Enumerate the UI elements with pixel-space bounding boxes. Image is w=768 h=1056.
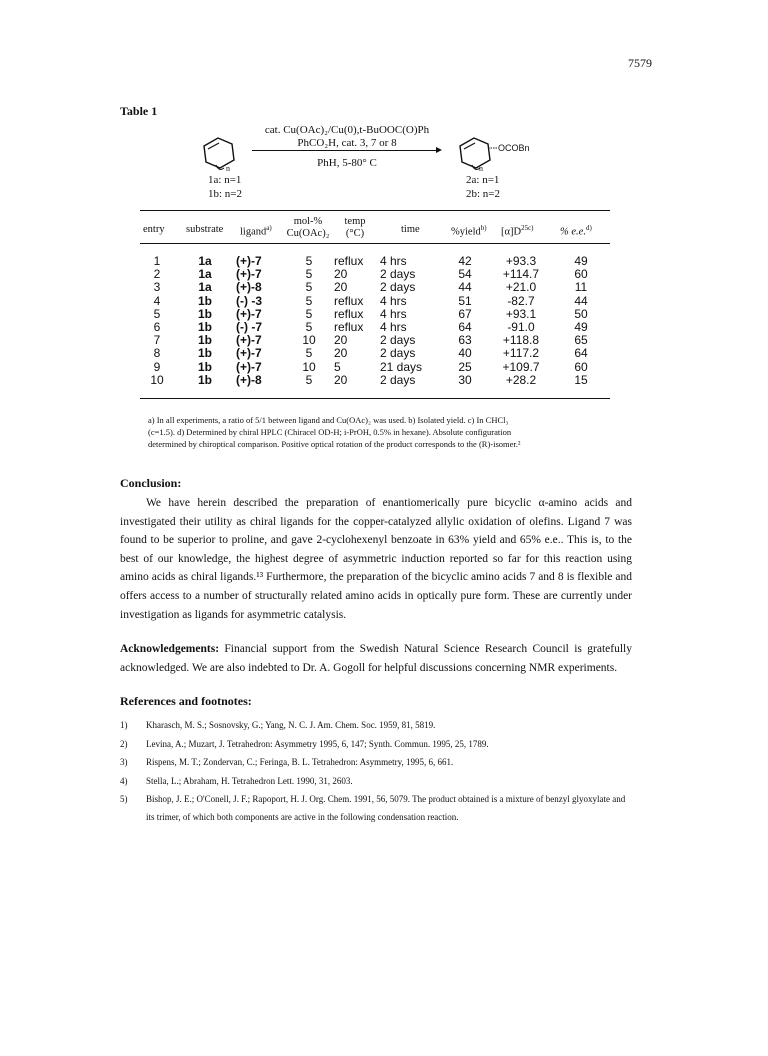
reactant-label-1a: 1a: n=1 — [208, 174, 242, 186]
cell-ligand: (-) -3 — [236, 293, 262, 308]
table-row — [140, 268, 610, 281]
references-heading: References and footnotes: — [120, 694, 252, 708]
cell-molpct: 5 — [305, 320, 313, 335]
reference-text: Bishop, J. E.; O'Conell, J. F.; Rapoport, H. J. Org. Chem. 1991, 56, 5079. The product obtained is a mixture of benzyl glyoxylate and its trimer, of which both components are active in the following condensation reaction. — [146, 794, 626, 823]
cell-temp: 20 — [334, 280, 348, 295]
cell-entry: 6 — [153, 320, 161, 335]
cell-ee: 49 — [574, 320, 588, 335]
table-bottom-rule — [140, 398, 610, 399]
header-time: time — [401, 224, 420, 235]
cell-substrate: 1b — [197, 306, 212, 321]
cell-entry: 8 — [153, 346, 161, 361]
header-rotation: $[\alpha]D^{25c)}$ — [501, 224, 534, 238]
cell-ligand: (+)-8 — [236, 372, 262, 387]
cell-temp: reflux — [334, 306, 364, 321]
acknowledgements-heading: Acknowledgements: — [120, 643, 220, 655]
cell-yield: 64 — [458, 320, 472, 335]
cell-temp: reflux — [334, 293, 364, 308]
table-header-rule — [140, 243, 610, 244]
ring-index: n — [226, 164, 230, 173]
cell-ee: 44 — [574, 293, 588, 308]
cell-ligand: (+)-7 — [236, 333, 262, 348]
cell-temp: 20 — [334, 346, 348, 361]
reactant-label-1b: 1b: n=2 — [208, 188, 243, 200]
cell-time: 4 hrs — [380, 320, 407, 335]
reaction-arrowhead — [436, 147, 442, 153]
cell-ligand: (+)-7 — [236, 346, 262, 361]
cell-molpct: 5 — [305, 267, 313, 282]
cell-substrate: 1a — [198, 280, 212, 295]
cell-entry: 1 — [153, 254, 161, 269]
table-row — [140, 361, 610, 374]
cell-time: 4 hrs — [380, 293, 407, 308]
cell-yield: 51 — [458, 293, 472, 308]
cell-temp: 20 — [334, 372, 348, 387]
cell-molpct: 5 — [305, 372, 313, 387]
cell-time: 4 hrs — [380, 306, 407, 321]
cell-yield: 25 — [458, 359, 472, 374]
cell-substrate: 1b — [197, 320, 212, 335]
reference-number: 4) — [120, 775, 128, 786]
table-top-rule — [140, 210, 610, 211]
cell-substrate: 1b — [197, 372, 212, 387]
cell-yield: 54 — [458, 267, 472, 282]
cell-molpct: 5 — [305, 306, 313, 321]
cell-time: 21 days — [380, 359, 423, 374]
product-label-2b: 2b: n=2 — [466, 188, 501, 200]
cell-ligand: (+)-7 — [236, 267, 262, 282]
footnote-line: a) In all experiments, a ratio of 5/1 between ligand and Cu(OAc)₂ was used. b) Isolated yield. c) In CHCl₃ — [148, 415, 509, 425]
condition-line-3: PhH, 5-80° C — [317, 157, 377, 169]
condition-line-1: cat. Cu(OAc)₂/Cu(0),t-BuOOC(O)Ph — [264, 124, 430, 136]
reference-item — [120, 735, 632, 754]
product-ring-index: n — [479, 164, 483, 173]
cell-rotation: +21.0 — [505, 280, 537, 295]
cell-temp: reflux — [334, 320, 364, 335]
header-ligand: ligand$^{a)}$ — [240, 224, 272, 238]
cell-yield: 40 — [458, 346, 472, 361]
header-yield: %yield$^{b)}$ — [451, 224, 487, 238]
cell-rotation: +117.2 — [502, 346, 540, 361]
reference-item — [120, 716, 632, 735]
table-row — [140, 255, 610, 268]
table-row — [140, 281, 610, 294]
cell-substrate: 1b — [197, 333, 212, 348]
cell-ee: 60 — [574, 267, 588, 282]
cycloalkenyl-ester-structure — [452, 134, 500, 174]
cell-molpct: 5 — [305, 346, 313, 361]
cell-rotation: +28.2 — [505, 372, 537, 387]
results-table — [140, 255, 610, 387]
cell-entry: 5 — [153, 306, 161, 321]
cell-rotation: -82.7 — [507, 293, 535, 308]
header-substrate: substrate — [186, 224, 224, 235]
reference-item — [120, 753, 632, 772]
reference-number: 3) — [120, 757, 128, 768]
cell-yield: 42 — [458, 254, 472, 269]
header-entry: entry — [143, 224, 165, 235]
footnote-line: determined by chiroptical comparison. Positive optical rotation of the product corresponds to the (R)-isomer.² — [148, 439, 521, 449]
cell-entry: 2 — [153, 267, 161, 282]
table-row — [140, 334, 610, 347]
cell-time: 2 days — [380, 267, 416, 282]
reference-number: 1) — [120, 720, 128, 730]
cell-entry: 4 — [153, 293, 161, 308]
reference-number: 5) — [120, 794, 128, 805]
footnote-line: (c=1.5). d) Determined by chiral HPLC (Chiracel OD-H; i-PrOH, 0.5% in hexane). Absolute configuration — [148, 427, 512, 437]
cell-time: 2 days — [380, 280, 416, 295]
conclusion-heading: Conclusion: — [120, 476, 182, 490]
cell-ee: 64 — [574, 346, 588, 361]
cycloalkene-structure — [196, 134, 244, 174]
cell-time: 2 days — [380, 333, 416, 348]
cell-substrate: 1b — [197, 293, 212, 308]
references-list — [120, 716, 632, 830]
reaction-arrow — [252, 150, 440, 151]
cell-ligand: (+)-7 — [236, 254, 262, 269]
header-molpct: mol-% Cu(OAc)₂ — [286, 216, 330, 239]
reference-number: 2) — [120, 738, 128, 749]
cell-molpct: 10 — [302, 359, 316, 374]
product-group: OCOBn — [498, 143, 530, 153]
cell-molpct: 5 — [305, 293, 313, 308]
cell-substrate: 1b — [197, 346, 212, 361]
table-row — [140, 374, 610, 387]
cell-ee: 65 — [574, 333, 588, 348]
cell-substrate: 1a — [198, 267, 212, 282]
header-temp: temp (°C) — [344, 216, 366, 239]
condition-line-2: PhCO₂H, cat. 3, 7 or 8 — [297, 137, 397, 149]
cell-temp: 5 — [334, 359, 341, 374]
table-row — [140, 321, 610, 334]
table-label: Table 1 — [120, 104, 158, 118]
cell-rotation: +93.1 — [505, 306, 537, 321]
cell-yield: 67 — [458, 306, 472, 321]
cell-molpct: 10 — [302, 333, 316, 348]
cell-time: 2 days — [380, 372, 416, 387]
table-footnotes — [148, 414, 618, 450]
cell-ee: 50 — [574, 306, 588, 321]
table-row — [140, 308, 610, 321]
cell-ligand: (-) -7 — [236, 320, 262, 335]
cell-ligand: (+)-8 — [236, 280, 262, 295]
reference-text: Kharasch, M. S.; Sosnovsky, G.; Yang, N. C. J. Am. Chem. Soc. 1959, 81, 5819. — [146, 720, 436, 730]
cell-time: 2 days — [380, 346, 416, 361]
cell-substrate: 1b — [197, 359, 212, 374]
cell-entry: 7 — [153, 333, 161, 348]
cell-entry: 3 — [153, 280, 161, 295]
conclusion-paragraph: We have herein described the preparation of enantiomerically pure bicyclic α-amino acids and investigated their utility as chiral ligands for the copper-catalyzed allylic oxidation of olefins. Ligand 7 was found to be superior to proline, and gave 2-cyclohexenyl benzoate in 63% yield and 65% e.e.. This is, to the best of our knowledge, the highest degree of asymmetric induction reported so far for this reaction using amino acids as chiral ligands.¹³ Furthermore, the preparation of the bicyclic amino acids 7 and 8 is flexible and offers access to a number of structurally related amino acids in optically pure form. These are currently under investigation as ligands for asymmetric catalysis. — [120, 497, 632, 621]
cell-ligand: (+)-7 — [236, 306, 262, 321]
cell-rotation: -91.0 — [507, 320, 535, 335]
cell-yield: 63 — [458, 333, 472, 348]
cell-molpct: 5 — [305, 254, 313, 269]
acknowledgements-text: Financial support from the Swedish Natural Science Research Council is gratefully acknowledged. We are also indebted to Dr. A. Gogoll for helpful discussions concerning NMR experiments. — [120, 643, 632, 674]
cell-time: 4 hrs — [380, 254, 407, 269]
table-row — [140, 347, 610, 360]
cell-ligand: (+)-7 — [236, 359, 262, 374]
product-label-2a: 2a: n=1 — [466, 174, 500, 186]
cell-ee: 49 — [574, 254, 588, 269]
cell-rotation: +93.3 — [505, 254, 537, 269]
cell-yield: 44 — [458, 280, 472, 295]
reference-text: Levina, A.; Muzart, J. Tetrahedron: Asymmetry 1995, 6, 147; Synth. Commun. 1995, 25, 1789. — [146, 738, 489, 749]
reference-item — [120, 790, 632, 830]
cell-temp: reflux — [334, 254, 364, 269]
reference-text: Stella, L.; Abraham, H. Tetrahedron Lett. 1990, 31, 2603. — [146, 775, 353, 786]
cell-rotation: +114.7 — [502, 267, 540, 282]
header-ee: % e.e.$^{d)}$ — [560, 224, 592, 238]
page-number: 7579 — [628, 56, 652, 70]
cell-temp: 20 — [334, 333, 348, 348]
cell-substrate: 1a — [198, 254, 212, 269]
cell-molpct: 5 — [305, 280, 313, 295]
table-row — [140, 295, 610, 308]
cell-rotation: +109.7 — [502, 359, 540, 374]
cell-yield: 30 — [458, 372, 472, 387]
cell-ee: 60 — [574, 359, 588, 374]
reference-item — [120, 772, 632, 791]
cell-entry: 9 — [153, 359, 161, 374]
cell-entry: 10 — [150, 372, 164, 387]
cell-ee: 11 — [574, 280, 588, 295]
acknowledgements-paragraph — [120, 640, 632, 677]
reference-text: Rispens, M. T.; Zondervan, C.; Feringa, B. L. Tetrahedron: Asymmetry, 1995, 6, 661. — [146, 757, 454, 768]
cell-ee: 15 — [574, 372, 588, 387]
cell-temp: 20 — [334, 267, 348, 282]
cell-rotation: +118.8 — [502, 333, 540, 348]
